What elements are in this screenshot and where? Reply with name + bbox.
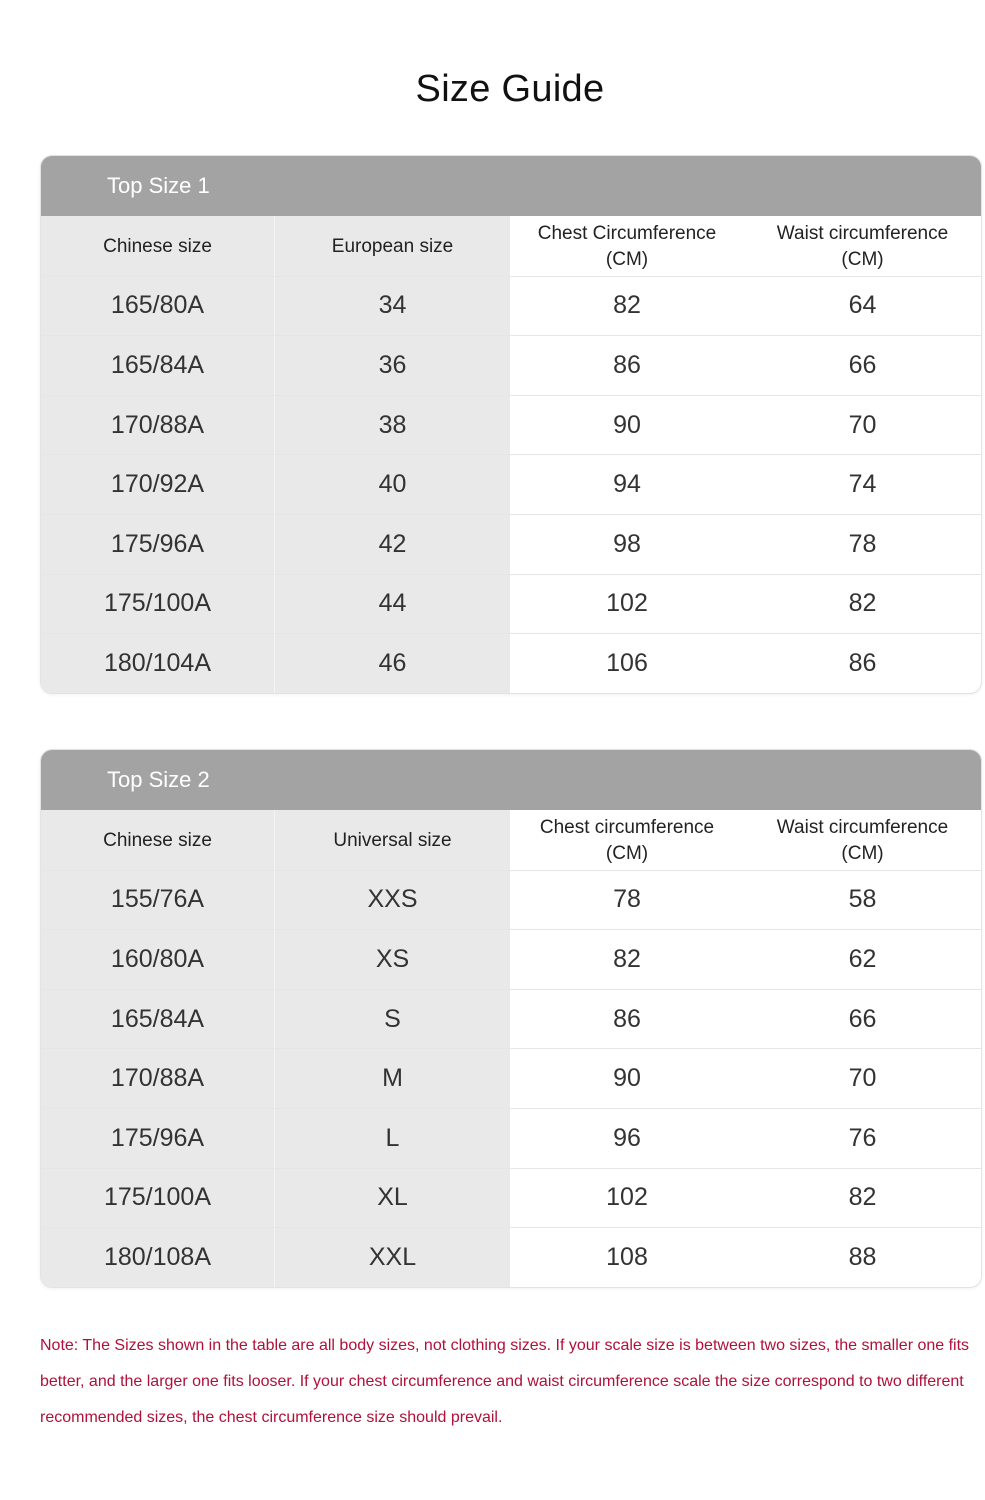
table-cell: 46 (275, 634, 510, 693)
table-cell: 82 (613, 944, 641, 973)
table-cell: 62 (848, 944, 877, 973)
table-row (41, 335, 981, 395)
table-cell: 175/96A (41, 1109, 275, 1168)
column-header: Chinese size (41, 216, 275, 276)
column-header: Universal size (275, 810, 510, 870)
column-header: European size (275, 216, 510, 276)
table-cell: 155/76A (41, 871, 275, 930)
table-cell: 102 (606, 589, 648, 618)
table-cell: 96 (613, 1123, 641, 1152)
table-cell: 78 (848, 529, 877, 558)
table-cell: 165/80A (41, 277, 275, 336)
table-cell: 90 (613, 410, 641, 439)
table-cell: XS (275, 930, 510, 989)
table-cell: 86 (848, 648, 877, 677)
table-cell: 165/84A (41, 336, 275, 395)
table-cell: 106 (606, 648, 648, 677)
table-row (41, 1227, 981, 1287)
table-cell: 82 (613, 291, 641, 320)
size-table-1 (40, 155, 982, 694)
table-cell: S (275, 990, 510, 1049)
column-header: Chest circumference (CM) (539, 816, 715, 864)
table-cell: 102 (606, 1183, 648, 1212)
table-cell: 82 (848, 589, 877, 618)
table-cell: XXL (275, 1228, 510, 1287)
table-cell: 42 (275, 515, 510, 574)
table-row (41, 929, 981, 989)
table-row (41, 1168, 981, 1228)
table-cell: 36 (275, 336, 510, 395)
table-header-row (41, 810, 981, 870)
page-title: Size Guide (415, 68, 605, 110)
table-cell: L (275, 1109, 510, 1168)
table-row (41, 633, 981, 693)
table-header-row (41, 216, 981, 276)
table-cell: 86 (613, 1004, 641, 1033)
table-cell: 66 (848, 1004, 877, 1033)
table-row (41, 1108, 981, 1168)
table-cell: 108 (606, 1242, 648, 1271)
table-cell: 175/96A (41, 515, 275, 574)
table-row (41, 276, 981, 336)
column-header: Chinese size (41, 810, 275, 870)
table-cell: 90 (613, 1064, 641, 1093)
table-cell: 66 (848, 350, 877, 379)
table-cell: 58 (848, 885, 877, 914)
table-cell: 180/104A (41, 634, 275, 693)
table-cell: 165/84A (41, 990, 275, 1049)
table-row (41, 514, 981, 574)
table-row (41, 454, 981, 514)
table-title: Top Size 1 (41, 156, 981, 216)
table-cell: 170/88A (41, 1049, 275, 1108)
table-cell: 86 (613, 350, 641, 379)
table-row (41, 870, 981, 930)
table-cell: 74 (848, 470, 877, 499)
table-cell: 160/80A (41, 930, 275, 989)
table-cell: 44 (275, 575, 510, 634)
table-row (41, 1048, 981, 1108)
table-row (41, 989, 981, 1049)
table-cell: 170/92A (41, 455, 275, 514)
table-cell: XL (275, 1169, 510, 1228)
table-cell: 40 (275, 455, 510, 514)
table-cell: 70 (848, 410, 877, 439)
table-cell: 64 (848, 291, 877, 320)
size-note: Note: The Sizes shown in the table are all body sizes, not clothing sizes. If your scale size is between two sizes, the smaller one fits better, and the larger one fits looser. If your chest circumference and waist circumference scale the size correspond to two different recommended sizes, the chest circumference size should prevail. (40, 1337, 970, 1426)
table-cell: 175/100A (41, 1169, 275, 1228)
table-cell: 180/108A (41, 1228, 275, 1287)
table-cell: 98 (613, 529, 641, 558)
column-header: Waist circumference (CM) (776, 816, 949, 864)
table-cell: 70 (848, 1064, 877, 1093)
column-header: Waist circumference (CM) (776, 222, 949, 270)
table-cell: 38 (275, 396, 510, 455)
column-header: Chest Circumference (CM) (537, 222, 717, 270)
table-cell: XXS (275, 871, 510, 930)
table-title: Top Size 2 (41, 750, 981, 810)
table-cell: 170/88A (41, 396, 275, 455)
table-cell: 94 (613, 470, 641, 499)
table-row (41, 574, 981, 634)
table-cell: 88 (848, 1242, 877, 1271)
size-table-2 (40, 749, 982, 1288)
table-cell: 175/100A (41, 575, 275, 634)
table-cell: 82 (848, 1183, 877, 1212)
table-cell: M (275, 1049, 510, 1108)
table-cell: 78 (613, 885, 641, 914)
table-cell: 34 (275, 277, 510, 336)
table-row (41, 395, 981, 455)
table-cell: 76 (848, 1123, 877, 1152)
